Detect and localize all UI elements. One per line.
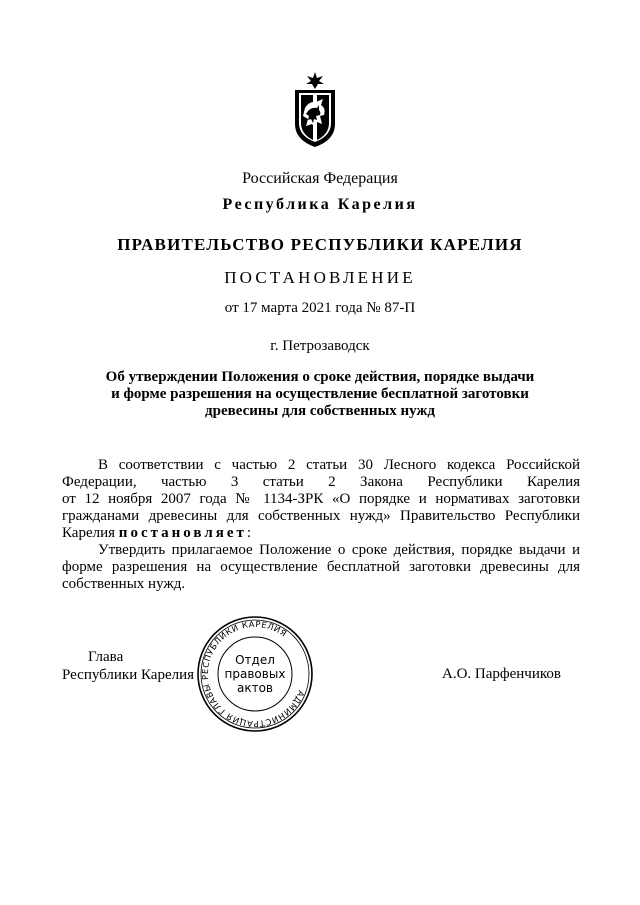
seal-text: Отдел	[235, 653, 275, 667]
body-line: гражданами древесины для собственных нужд» Правительство Республики	[62, 508, 580, 524]
body-paragraph	[62, 457, 580, 542]
document-title	[0, 369, 640, 420]
document-body	[62, 457, 580, 593]
body-line: Утвердить прилагаемое Положение о сроке действия, порядке выдачи и	[98, 542, 580, 558]
position-line: Глава	[88, 649, 124, 665]
country-name: Российская Федерация	[242, 170, 398, 187]
body-paragraph	[62, 542, 580, 593]
body-line: собственных нужд.	[62, 576, 186, 592]
position-line: Республики Карелия	[62, 667, 195, 683]
seal-text: актов	[236, 681, 274, 695]
body-text: Карелия	[62, 525, 119, 541]
body-line	[62, 525, 580, 542]
title-line: Об утверждении Положения о сроке действия, порядке выдачи	[105, 369, 535, 385]
seal-ring-text: АДМИНИСТРАЦИЯ ГЛАВЫ РЕСПУБЛИКИ КАРЕЛИЯ	[199, 618, 307, 730]
body-line: форме разрешения на осуществление бесплатной заготовки древесины для	[62, 559, 580, 575]
body-line: В соответствии с частью 2 статьи 30 Лесного кодекса Российской	[98, 457, 580, 473]
document-city: г. Петрозаводск	[270, 338, 370, 354]
karelia-coat-of-arms-icon	[291, 72, 339, 148]
body-text: :	[246, 525, 252, 541]
republic-name: Республика Карелия	[222, 196, 418, 213]
signatory-name: А.О. Парфенчиков	[442, 666, 561, 682]
seal-text: правовых	[224, 667, 286, 681]
title-line: и форме разрешения на осуществление бесплатной заготовки	[111, 386, 529, 402]
official-seal	[195, 614, 315, 734]
body-line: от 12 ноября 2007 года № 1134-ЗРК «О порядке и нормативах заготовки	[62, 491, 580, 507]
government-name: ПРАВИТЕЛЬСТВО РЕСПУБЛИКИ КАРЕЛИЯ	[117, 235, 523, 254]
body-line: Федерации, частью 3 статьи 2 Закона Республики Карелия	[62, 474, 580, 490]
decree-keyword: постановляет	[118, 525, 247, 541]
document-date-number: от 17 марта 2021 года № 87-П	[224, 300, 416, 316]
title-line: древесины для собственных нужд	[205, 403, 435, 419]
signatory-position	[62, 648, 194, 684]
document-type: ПОСТАНОВЛЕНИЕ	[224, 268, 416, 287]
